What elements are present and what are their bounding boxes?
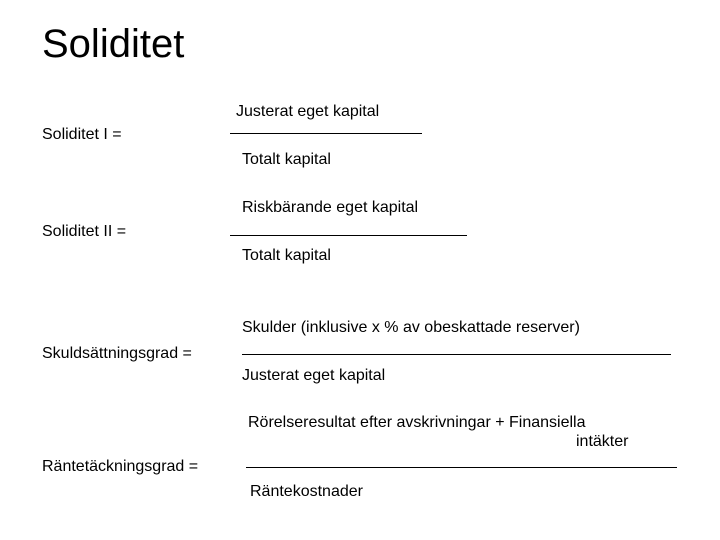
formula-denominator: Totalt kapital [242, 151, 331, 168]
fraction-line [230, 235, 467, 236]
fraction-line [230, 133, 422, 134]
fraction-line [242, 354, 671, 355]
formula-numerator: Rörelseresultat efter avskrivningar + Finansiella [248, 414, 586, 431]
formula-numerator-continuation: intäkter [576, 433, 629, 450]
fraction-line [246, 467, 677, 468]
formula-numerator: Skulder (inklusive x % av obeskattade reserver) [242, 319, 580, 336]
formula-label: Soliditet II = [42, 223, 127, 240]
formula-denominator: Totalt kapital [242, 247, 331, 264]
formula-label: Soliditet I = [42, 126, 122, 143]
formula-label: Räntetäckningsgrad = [42, 458, 199, 475]
slide-title: Soliditet [42, 22, 185, 66]
formula-numerator: Justerat eget kapital [236, 103, 380, 120]
formula-denominator: Justerat eget kapital [242, 367, 386, 384]
formula-label: Skuldsättningsgrad = [42, 345, 192, 362]
formula-numerator: Riskbärande eget kapital [242, 199, 419, 216]
formula-denominator: Räntekostnader [250, 483, 363, 500]
